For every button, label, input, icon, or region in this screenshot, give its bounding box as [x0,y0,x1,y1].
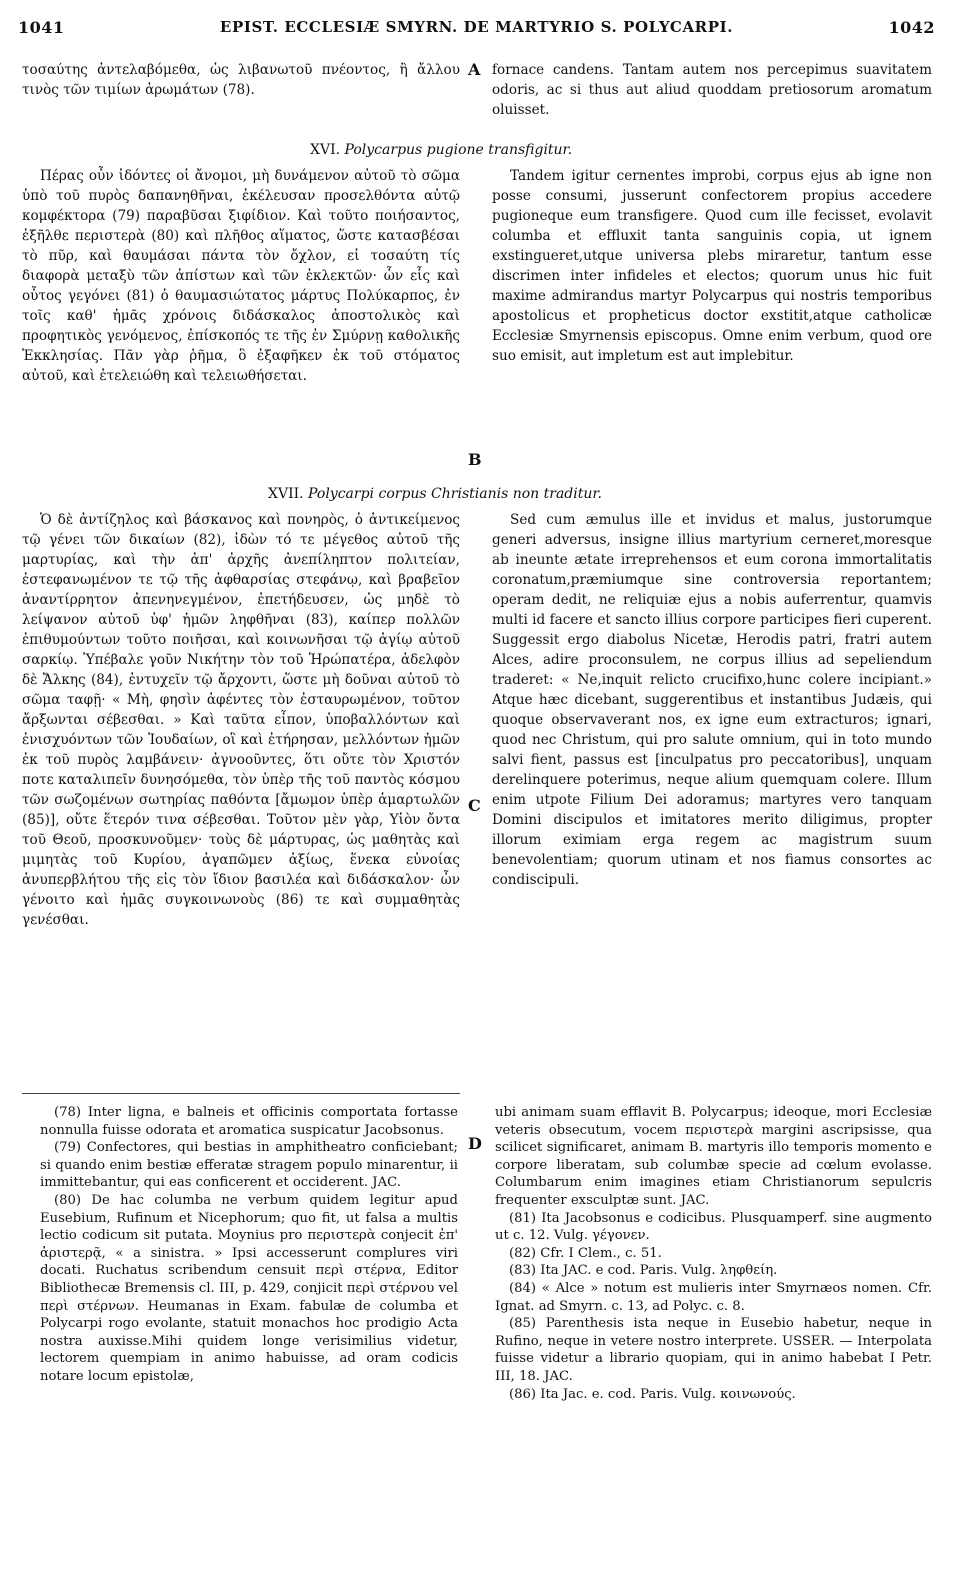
footnote-78: (78) Inter ligna, e balneis et officinis comportata fortasse nonnulla fuisse odorata et aromatica suspicatur Jacobsonus. [40,1105,458,1138]
section-xvi-title: Polycarpus pugione transfigitur. [344,142,573,158]
latin-paragraph-2: Tandem igitur cernentes improbi, corpus ejus ab igne non posse consumi, jusserunt confectorem propius accedere pugioneque eum transfigere. Quod cum ille fecisset, evolavit columba et effluxit tanta sanguinis copia, ut ignem exstingueret,utque universa plebs miraretur, tantum esse discrimen inter infideles et electos; quorum unus hic fuit maxime admirandus martyr Polycarpus qui nostris temporibus apostolicus et propheticus doctor exstitit,atque catholicæ Ecclesiæ Smyrnensis episcopus. Omne enim verbum, quod ore suo emisit, aut impletum est aut implebitur. [492,168,932,364]
footnote-rule [22,1093,460,1094]
latin-paragraph-3: Sed cum æmulus ille et invidus et malus, justorumque generi adversus, insigne illius martyrium cerneret,moresque ab ineunte ætate irreprehensos et eum corona immortalitatis coronatum,præmiumque sine controversia reportantem; operam dedit, ne reliquiæ ejus a nobis auferrentur, quamvis multi id facere et sancto illius corpore participes fieri cuperent. Suggessit ergo diabolus Nicetæ, Herodis patri, fratri autem Alces, adire proconsulem, ne corpus illius ad sepeliendum traderet: « Ne,inquit relicto crucifixo,hunc colere incipiant.» Atque hæc dicebant, suggerentibus et instantibus Judæis, qui quoque observaverant nos, ex igne eum extracturos; ignari, quod nec Christum, qui pro salute omnium, qui in toto mundo salvi fient, passus est [inculpatus pro peccatoribus], unquam derelinquere poterimus, neque alium quemquam colere. Illum enim utpote Filium Dei adoramus; martyres vero tanquam Domini discipulos et imitatores merito diligimus, propter illorum eximiam erga regem ac magistrum suum benevolentiam; quorum utinam et nos fiamus consortes ac condiscipuli. [492,512,932,888]
section-xvii-number: XVII. [268,486,304,502]
running-title: EPIST. ECCLESIÆ SMYRN. DE MARTYRIO S. POLYCARPI. [219,18,734,36]
section-xvi-heading [310,142,572,158]
greek-paragraph-1: τοσαύτης ἀντελαβόμεθα, ὡς λιβανωτοῦ πνέοντος, ἢ ἄλλου τινὸς τῶν τιμίων ἀρωμάτων (78). [22,62,460,98]
marker-d: D [468,1134,482,1153]
section-xvii-heading [268,486,602,502]
footnote-83: (83) Ita JAC. e cod. Paris. Vulg. ληφθείη. [509,1263,778,1279]
footnote-80-continued: ubi animam suam efflavit B. Polycarpus; ideoque, mori Ecclesiæ veteris obsecutum, vocem περιστερὰ margini ascripsisse, qua scilicet significaret, animam B. martyris illo temporis momento e corpore liberatam, sub columbæ specie ad cœlum evolasse. Columbarum enim imagines etiam Christianorum sepulcris frequenter exsculptæ sunt. JAC. [495,1105,932,1208]
greek-paragraph-3: Ὁ δὲ ἀντίζηλος καὶ βάσκανος καὶ πονηρὸς, ὁ ἀντικείμενος τῷ γένει τῶν δικαίων (82), ἰδὼν τό τε μέγεθος αὐτοῦ τῆς μαρτυρίας, καὶ τὴν ἀπ' ἀρχῆς ἀνεπίληπτον πολιτείαν, ἐστεφανωμένον τε τῷ τῆς ἀφθαρσίας στεφάνῳ, καὶ βραβεῖον ἀναντίρρητον ἀπενηνεγμένον, ἐπετήδευσεν, ὡς μηδὲ τὸ λείψανον αὐτοῦ ὑφ' ἡμῶν ληφθῆναι (83), καίπερ πολλῶν ἐπιθυμούντων τοῦτο ποιῆσαι, καὶ κοινωνῆσαι τῷ ἁγίῳ αὐτοῦ σαρκίῳ. Ὑπέβαλε γοῦν Νικήτην τὸν τοῦ Ἡρώπατέρα, ἀδελφὸν δὲ Ἄλκης (84), ἐντυχεῖν τῷ ἄρχοντι, ὥστε μὴ δοῦναι αὐτοῦ τὸ σῶμα ταφῇ· « Μὴ, φησὶν ἀφέντες τὸν ἐσταυρωμένον, τοῦτον ἄρξωνται σέβεσθαι. » Καὶ ταῦτα εἶπον, ὑποβαλλόντων καὶ ἐνισχυόντων τῶν Ἰουδαίων, οἳ καὶ ἐτήρησαν, μελλόντων ἡμῶν ἐκ τοῦ πυρὸς λαμβάνειν· ἀγνοοῦντες, ὅτι οὔτε τὸν Χριστόν ποτε καταλιπεῖν δυνησόμεθα, τὸν ὑπὲρ τῆς τοῦ παντὸς κόσμου τῶν σωζομένων σωτηρίας παθόντα [ἄμωμον ὑπὲρ ἁμαρτωλῶν (85)], οὔτε ἕτερόν τινα σέβεσθαι. Τοῦτον μὲν γὰρ, Υἱὸν ὄντα τοῦ Θεοῦ, προσκυνοῦμεν· τοὺς δὲ μάρτυρας, ὡς μαθητὰς καὶ μιμητὰς τοῦ Κυρίου, ἀγαπῶμεν ἀξίως, ἕνεκα εὐνοίας ἀνυπερβλήτου τῆς εἰς τὸν ἴδιον βασιλέα καὶ διδάσκαλον· ὧν γένοιτο καὶ ἡμᾶς συγκοινωνοὺς (86) τε καὶ συμμαθητὰς γενέσθαι. [22,512,460,928]
right-page-number: 1042 [888,18,935,37]
footnotes-right [495,1104,932,1554]
section-xvi-number: XVI. [310,142,341,158]
footnote-80: (80) De hac columba ne verbum quidem legitur apud Eusebium, Rufinum et Nicephorum; quo fit, ut falsa a multis lectio codicum sit putata. Moynius pro περιστερὰ conjecit ἐπ' ἀριστερᾷ, « a sinistra. » Ipsi accesserunt complures viri docati. Ruchatus scribendum censuit περὶ στέρνα, Editor Bibliothecæ Bremensis cl. III, p. 429, conjicit περὶ στέρνου vel περὶ στέρνων. Heumanas in Exam. fabulæ de columba et Polycarpi rogo evolante, statuit monachos hoc prodigio Acta nostra auxisse.Mihi quidem longe verisimilius videtur, lectorem quempiam in animo habuisse, ad oram codicis notare locum epistolæ, [40,1192,458,1384]
footnote-86: (86) Ita Jac. e. cod. Paris. Vulg. κοινωνούς. [509,1386,796,1402]
greek-paragraph-2: Πέρας οὖν ἰδόντες οἱ ἄνομοι, μὴ δυνάμενον αὐτοῦ τὸ σῶμα ὑπὸ τοῦ πυρὸς δαπανηθῆναι, ἐκέλευσαν προσελθόντα αὐτῷ κομφέκτορα (79) παραβῦσαι ξιφίδιον. Καὶ τοῦτο ποιήσαντος, ἐξῆλθε περιστερὰ (80) καὶ πλῆθος αἵματος, ὥστε κατασβέσαι τὸ πῦρ, καὶ θαυμάσαι πάντα τὸν ὄχλον, εἰ τοσαύτη τίς διαφορὰ μεταξὺ τῶν ἀπίστων καὶ τῶν ἐκλεκτῶν· ὧν εἷς καὶ οὗτος γεγόνει (81) ὁ θαυμασιώτατος μάρτυς Πολύκαρπος, ἐν τοῖς καθ' ἡμᾶς χρόνοις διδάσκαλος ἀποστολικὸς καὶ προφητικὸς γενόμενος, ἐπίσκοπός τε τῆς ἐν Σμύρνῃ καθολικῆς Ἐκκλησίας. Πᾶν γὰρ ῥῆμα, ὃ ἐξαφῆκεν ἐκ τοῦ στόματος αὐτοῦ, καὶ ἐτελειώθη καὶ τελειωθήσεται. [22,168,460,384]
left-page-number: 1041 [18,18,65,37]
footnote-81: (81) Ita Jacobsonus e codicibus. Plusquamperf. sine augmento ut c. 12. Vulg. γέγονεν. [495,1210,932,1244]
footnote-85: (85) Parenthesis ista neque in Eusebio habetur, neque in Rufino, neque in vetere nostro interprete. USSER. — Interpolata fuisse videtur a librario quopiam, qui in animo habebat I Petr. III, 18. JAC. [495,1316,932,1384]
section-xvii-title: Polycarpi corpus Christianis non traditur. [308,486,602,502]
marker-a: A [468,60,481,79]
marker-b: B [468,450,482,469]
running-header [18,18,935,48]
footnote-82: (82) Cfr. I Clem., c. 51. [509,1245,662,1261]
footnote-84: (84) « Alce » notum est mulieris inter Smyrnæos nomen. Cfr. Ignat. ad Smyrn. c. 13, ad Polyc. c. 8. [495,1280,932,1314]
latin-paragraph-1: fornace candens. Tantam autem nos percepimus suavitatem odoris, ac si thus aut aliud quoddam pretiosorum aromatum oluisset. [492,62,932,118]
footnotes-left [40,1104,458,1554]
footnote-79: (79) Confectores, qui bestias in amphitheatro conficiebant; si quando enim bestiæ efferatæ stragem populo minarentur, ii immittebantur, qui eas conficerent et occiderent. JAC. [40,1140,458,1191]
marker-c: C [468,796,481,815]
